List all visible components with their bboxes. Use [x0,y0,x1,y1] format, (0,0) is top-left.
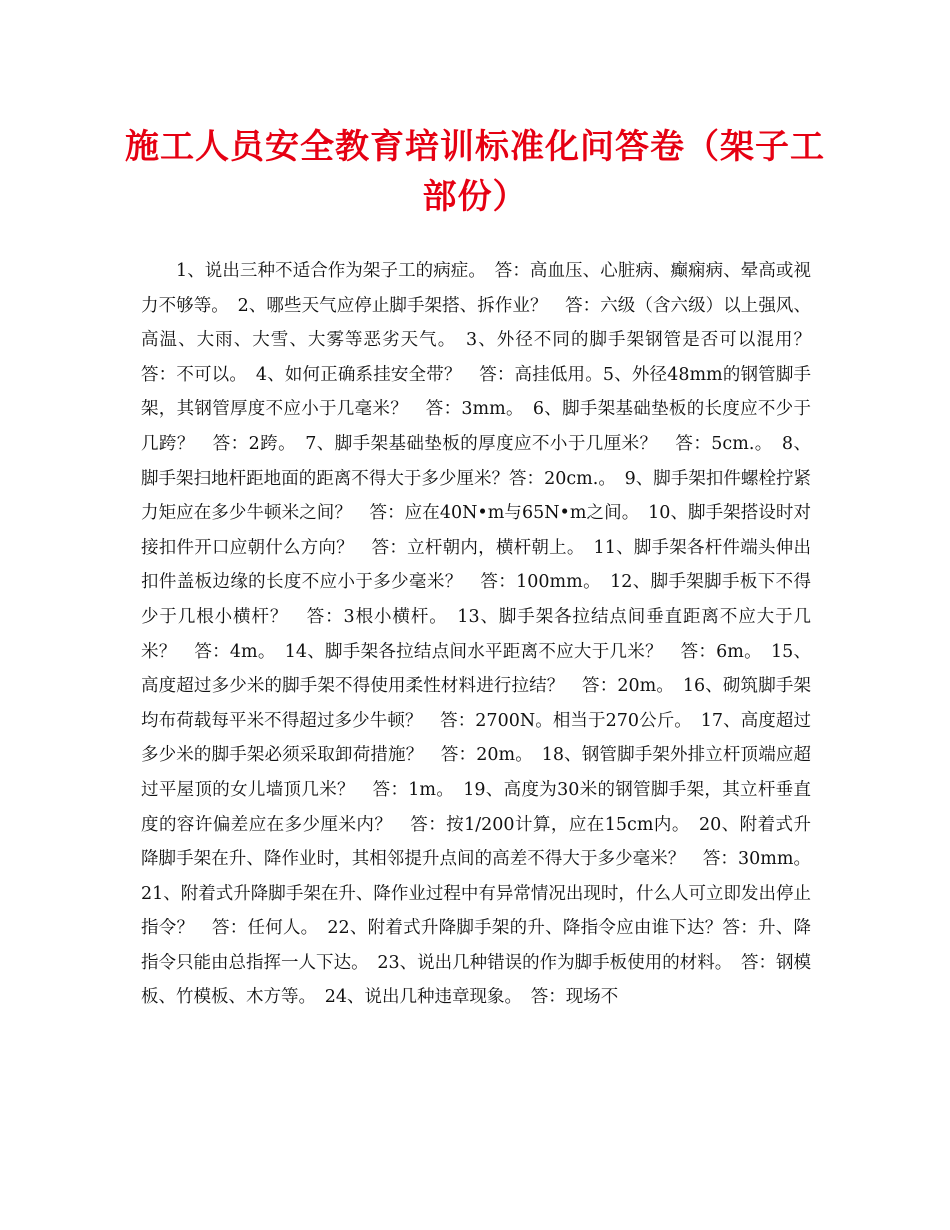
document-body: 1、说出三种不适合作为架子工的病症。 答：高血压、心脏病、癫痫病、晕高或视力不够等。 2、哪些天气应停止脚手架搭、拆作业？ 答：六级（含六级）以上强风、高温、大雨、大雪、大雾等恶劣天气。 3、外径不同的脚手架钢管是否可以混用？ 答：不可以。 4、如何正确系挂安全带？ 答：高挂低用。5、外径48mm的钢管脚手架，其钢管厚度不应小于几毫米？ 答：3mm。 6、脚手架基础垫板的长度应不少于几跨？ 答：2跨。 7、脚手架基础垫板的厚度应不小于几厘米？ 答：5cm.。 8、脚手架扫地杆距地面的距离不得大于多少厘米？答：20cm.。 9、脚手架扣件螺栓拧紧力矩应在多少牛顿米之间？ 答：应在40N•m与65N•m之间。 10、脚手架搭设时对接扣件开口应朝什么方向？ 答：立杆朝内，横杆朝上。 11、脚手架各杆件端头伸出扣件盖板边缘的长度不应小于多少毫米？ 答：100mm。 12、脚手架脚手板下不得少于几根小横杆？ 答：3根小横杆。 13、脚手架各拉结点间垂直距离不应大于几米？ 答：4m。 14、脚手架各拉结点间水平距离不应大于几米？ 答：6m。 15、高度超过多少米的脚手架不得使用柔性材料进行拉结？ 答：20m。 16、砌筑脚手架均布荷载每平米不得超过多少牛顿？ 答：2700N。相当于270公斤。 17、高度超过多少米的脚手架必须采取卸荷措施？ 答：20m。 18、钢管脚手架外排立杆顶端应超过平屋顶的女儿墙顶几米？ 答：1m。 19、高度为30米的钢管脚手架，其立杆垂直度的容许偏差应在多少厘米内？ 答：按1/200计算，应在15cm内。 20、附着式升降脚手架在升、降作业时，其相邻提升点间的高差不得大于多少毫米？ 答：30mm。21、附着式升降脚手架在升、降作业过程中有异常情况出现时，什么人可立即发出停止指令？ 答：任何人。 22、附着式升降脚手架的升、降指令应由谁下达？答：升、降指令只能由总指挥一人下达。 23、说出几种错误的作为脚手板使用的材料。 答：钢模板、竹模板、木方等。 24、说出几种违章现象。 答：现场不 [141,261,829,1008]
document-title: 施工人员安全教育培训标准化问答卷（架子工部份） [125,127,825,217]
